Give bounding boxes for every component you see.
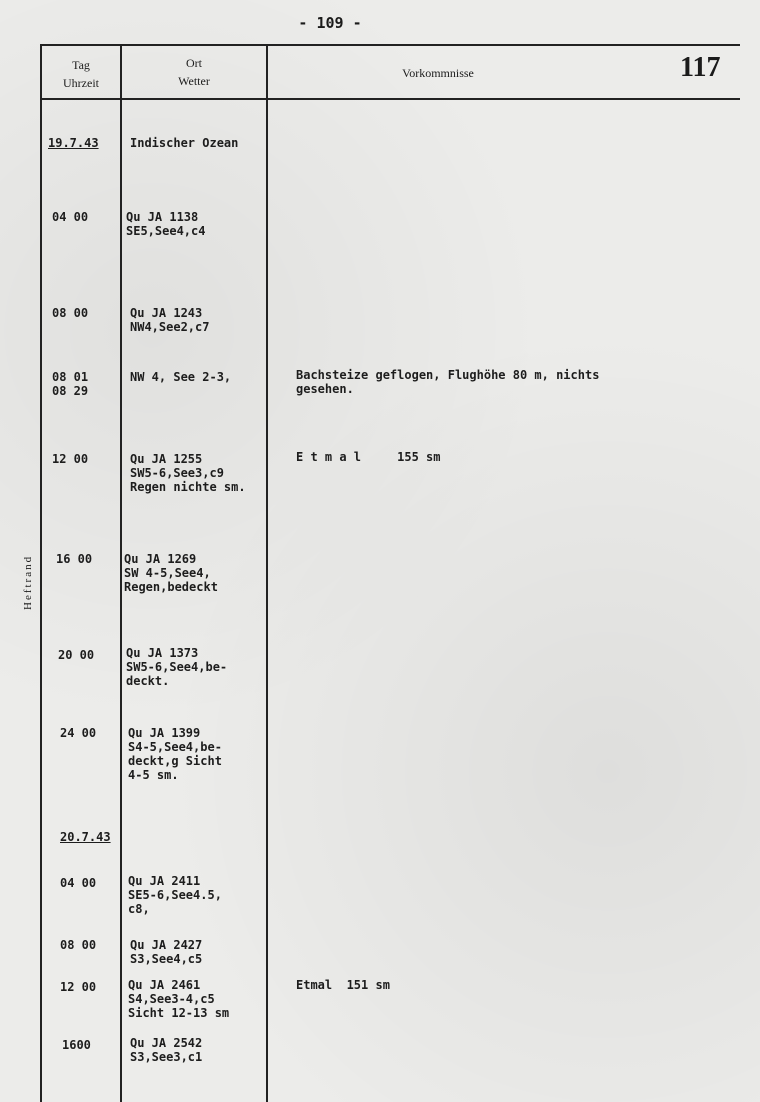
page-header-number: - 109 - (298, 14, 362, 32)
entry-time: 12 00 (52, 452, 89, 466)
left-border (40, 44, 42, 1102)
entry-time: 16 00 (56, 552, 93, 566)
entry-time: 1600 (62, 1038, 91, 1052)
entry-place: Qu JA 2542 S3,See3,c1 (130, 1036, 203, 1064)
divider-place-events (266, 44, 268, 1102)
entry-time: 08 01 08 29 (52, 370, 89, 398)
entry-time: 24 00 (60, 726, 97, 740)
entry-place: NW 4, See 2-3, (130, 370, 232, 384)
entry-place: Qu JA 2461 S4,See3-4,c5 Sicht 12-13 sm (128, 978, 230, 1020)
header-place: Ort (186, 56, 202, 70)
table-top-rule (40, 44, 740, 46)
entry-place: Qu JA 1138 SE5,See4,c4 (126, 210, 206, 238)
entry-place: Qu JA 1399 S4-5,See4,be- deckt,g Sicht 4-5 sm. (128, 726, 222, 782)
entry-events: E t m a l 155 sm (296, 450, 441, 464)
header-bottom-rule (40, 98, 740, 100)
header-weather: Wetter (178, 74, 210, 88)
entry-events: Etmal 151 sm (296, 978, 390, 992)
margin-label: Heftrand (22, 554, 34, 610)
entry-events: Bachsteize geflogen, Flughöhe 80 m, nichts gesehen. (296, 368, 600, 396)
location-1: Indischer Ozean (130, 136, 239, 150)
header-day: Tag (72, 58, 90, 72)
header-events: Vorkommnisse (402, 66, 474, 80)
entry-time: 08 00 (52, 306, 89, 320)
divider-time-place (120, 44, 122, 1102)
entry-time: 20 00 (58, 648, 95, 662)
entry-place: Qu JA 2411 SE5-6,See4.5, c8, (128, 874, 222, 916)
header-time: Uhrzeit (63, 76, 99, 90)
header-day-time (42, 56, 120, 92)
date-1: 19.7.43 (48, 136, 99, 150)
entry-place: Qu JA 2427 S3,See4,c5 (130, 938, 203, 966)
page-number: 117 (680, 52, 721, 83)
entry-time: 08 00 (60, 938, 97, 952)
entry-time: 12 00 (60, 980, 97, 994)
header-place-weather (122, 54, 266, 90)
entry-time: 04 00 (52, 210, 89, 224)
entry-place: Qu JA 1373 SW5-6,See4,be- deckt. (126, 646, 228, 688)
entry-place: Qu JA 1243 NW4,See2,c7 (130, 306, 210, 334)
entry-time: 04 00 (60, 876, 97, 890)
entry-place: Qu JA 1269 SW 4-5,See4, Regen,bedeckt (124, 552, 218, 594)
date-2: 20.7.43 (60, 830, 111, 844)
entry-place: Qu JA 1255 SW5-6,See3,c9 Regen nichte sm. (130, 452, 246, 494)
